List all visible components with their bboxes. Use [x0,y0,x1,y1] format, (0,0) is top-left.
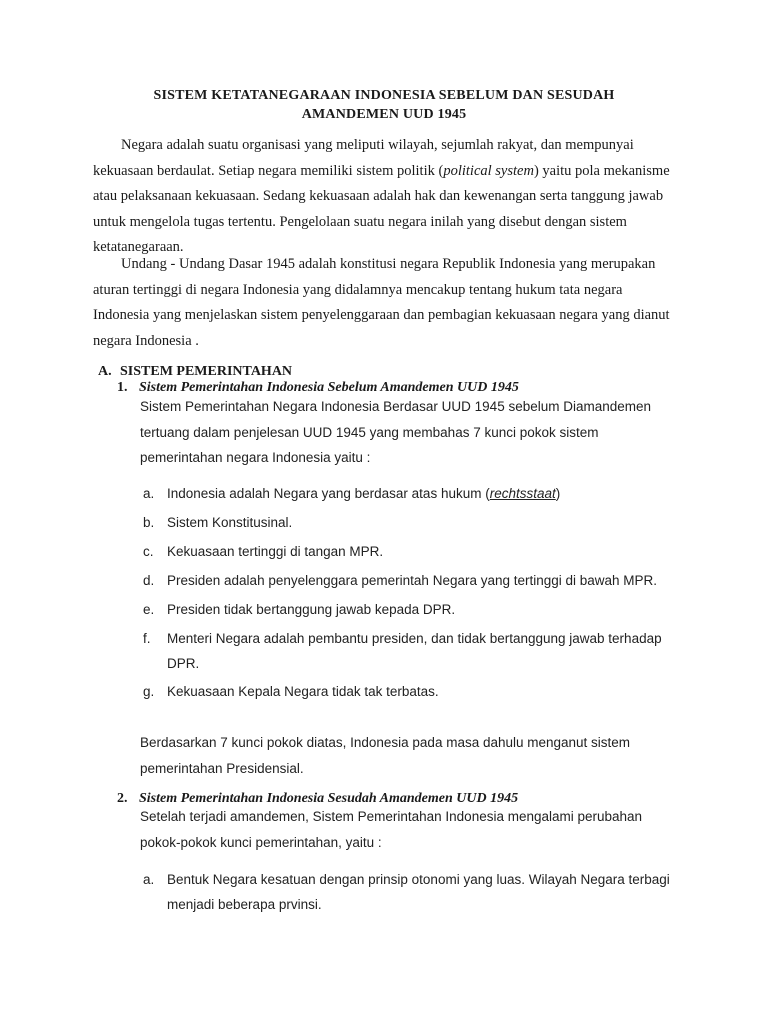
subsection-1-conclusion: Berdasarkan 7 kunci pokok diatas, Indonesia pada masa dahulu menganut sistem pemerintahan Presidensial. [140,735,631,776]
list-item-f [140,627,680,676]
list-item-text: Presiden adalah penyelenggara pemerintah Negara yang tertinggi di bawah MPR. [167,573,658,588]
subsection-1-number: 1. [117,380,128,395]
intro-p1-italic: political system [443,162,534,179]
title-line-2: AMANDEMEN UUD 1945 [301,107,467,122]
list-marker: c. [143,544,154,559]
list-item-d [140,569,680,594]
list-marker: a. [143,486,155,501]
section-a-heading [98,364,292,380]
list-item-text: Kekuasaan Kepala Negara tidak tak terbatas. [167,684,439,699]
list-marker: g. [143,684,155,699]
list-item-text-a: Indonesia adalah Negara yang berdasar atas hukum ( [167,486,490,501]
list-item-text: Presiden tidak bertanggung jawab kepada DPR. [167,602,456,617]
intro-p1-text-a: Negara adalah suatu organisasi yang meliputi wilayah, sejumlah rakyat, dan mempunyai kekuasaan berdaulat. Setiap negara memiliki sistem politik ( [93,137,634,179]
list-item-text: Kekuasaan tertinggi di tangan MPR. [167,544,384,559]
list-item-text-b: ) [555,486,561,501]
list-item-text: Bentuk Negara kesatuan dengan prinsip otonomi yang luas. Wilayah Negara terbagi menjadi beberapa prvinsi. [167,872,670,912]
document-title [92,86,676,124]
list-marker: b. [143,515,155,530]
subsection-2-title: Sistem Pemerintahan Indonesia Sesudah Amandemen UUD 1945 [139,791,519,806]
subsection-2-number: 2. [117,791,128,806]
subsection-1-title: Sistem Pemerintahan Indonesia Sebelum Amandemen UUD 1945 [139,380,519,395]
list-item-c [140,540,680,565]
list-item-a [140,868,680,917]
list-item-g [140,680,680,705]
section-a-marker: A. [98,364,112,379]
intro-paragraph-2: Undang - Undang Dasar 1945 adalah konstitusi negara Republik Indonesia yang merupakan aturan tertinggi di negara Indonesia yang didalamnya mencakup tentang hukum tata negara Indonesia yang menjelaskan sistem penyelenggaraan dan pembagian kekuasaan negara yang dianut negara Indonesia . [93,256,670,349]
list-marker: f. [143,631,151,646]
section-a-title: SISTEM PEMERINTAHAN [120,364,293,379]
list-item-b [140,511,680,536]
list-item-a [140,482,680,507]
list-item-text: Menteri Negara adalah pembantu presiden, dan tidak bertanggung jawab terhadap DPR. [167,631,662,671]
rechtsstaat-term: rechtsstaat [489,486,556,501]
title-line-1: SISTEM KETATANEGARAAN INDONESIA SEBELUM DAN SESUDAH [153,88,615,103]
list-item-text [167,482,680,507]
subsection-1-intro: Sistem Pemerintahan Negara Indonesia Berdasar UUD 1945 sebelum Diamandemen tertuang dalam penjelesan UUD 1945 yang membahas 7 kunci pokok sistem pemerintahan negara Indonesia yaitu : [140,399,652,465]
list-marker: d. [143,573,155,588]
intro-paragraph-1 [93,133,675,261]
intro-p1-text-b: ) yaitu pola mekanisme atau pelaksanaan kekuasaan. Sedang kekuasaan adalah hak dan kewenangan serta tanggung jawab untuk mengelola tugas tertentu. Pengelolaan suatu negara inilah yang disebut dengan sistem ketatanegaraan. [93,162,670,255]
list-item-text: Sistem Konstitusinal. [167,515,293,530]
subsection-2-intro: Setelah terjadi amandemen, Sistem Pemerintahan Indonesia mengalami perubahan pokok-pokok kunci pemerintahan, yaitu : [140,809,643,850]
list-item-e [140,598,680,623]
list-marker: a. [143,872,155,887]
list-marker: e. [143,602,155,617]
